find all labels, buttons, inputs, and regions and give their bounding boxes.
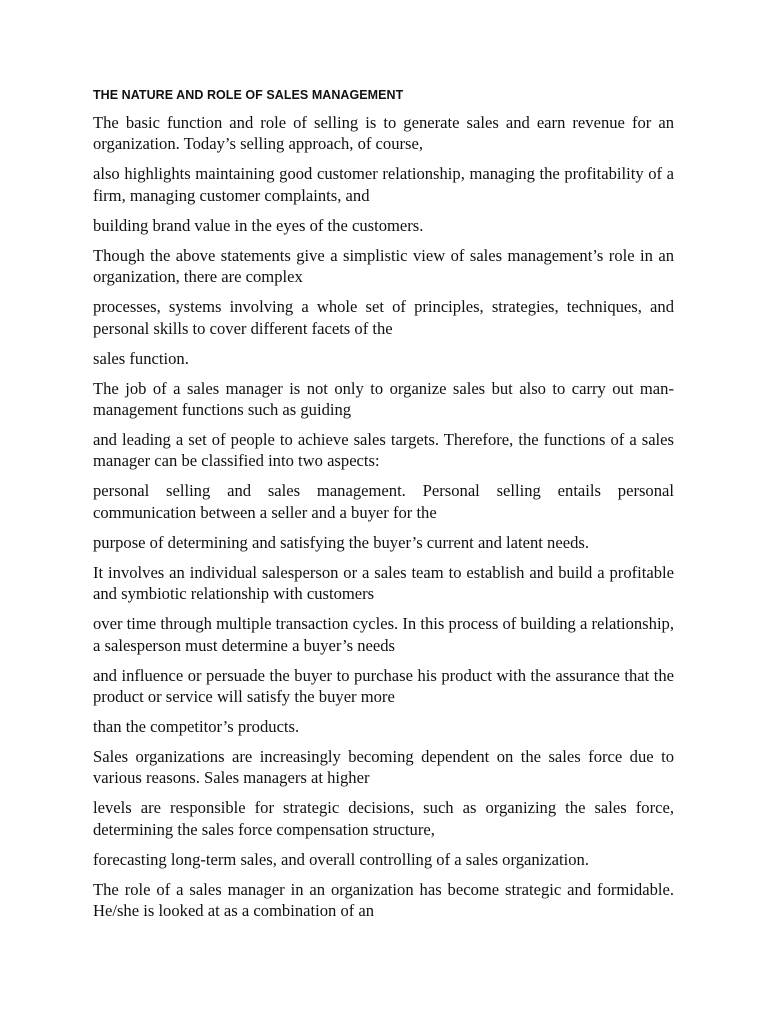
- paragraph: than the competitor’s products.: [93, 717, 300, 737]
- paragraph: The basic function and role of selling is to generate sales and earn revenue for an organization. Today’s selling approach, of course,: [93, 113, 674, 154]
- paragraph: sales function.: [93, 348, 189, 368]
- paragraph: also highlights maintaining good customer relationship, managing the profitability of a firm, managing customer complaints, and: [93, 164, 674, 205]
- document-page: [93, 88, 674, 930]
- paragraph: The job of a sales manager is not only to organize sales but also to carry out man-management functions such as guiding: [93, 378, 674, 420]
- paragraph: It involves an individual salesperson or a sales team to establish and build a profitable and symbiotic relationship with customers: [93, 562, 674, 604]
- paragraph: building brand value in the eyes of the customers.: [93, 215, 424, 235]
- paragraph: The role of a sales manager in an organization has become strategic and formidable. He/she is looked at as a combination of an: [93, 879, 674, 921]
- document-title: THE NATURE AND ROLE OF SALES MANAGEMENT: [93, 88, 404, 102]
- paragraph: Sales organizations are increasingly becoming dependent on the sales force due to various reasons. Sales managers at higher: [93, 747, 674, 788]
- paragraph: forecasting long-term sales, and overall controlling of a sales organization.: [93, 849, 589, 869]
- paragraph: and influence or persuade the buyer to purchase his product with the assurance that the product or service will satisfy the buyer more: [93, 665, 674, 707]
- paragraph: levels are responsible for strategic decisions, such as organizing the sales force, determining the sales force compensation structure,: [93, 798, 674, 839]
- paragraph: processes, systems involving a whole set of principles, strategies, techniques, and personal skills to cover different facets of the: [93, 297, 674, 338]
- paragraph: and leading a set of people to achieve sales targets. Therefore, the functions of a sales manager can be classified into two aspects:: [93, 430, 674, 471]
- paragraph: purpose of determining and satisfying the buyer’s current and latent needs.: [93, 532, 589, 552]
- paragraph: personal selling and sales management. Personal selling entails personal communication between a seller and a buyer for the: [93, 481, 674, 522]
- paragraph: Though the above statements give a simplistic view of sales management’s role in an organization, there are complex: [93, 245, 674, 287]
- paragraph: over time through multiple transaction cycles. In this process of building a relationship, a salesperson must determine a buyer’s needs: [93, 614, 674, 655]
